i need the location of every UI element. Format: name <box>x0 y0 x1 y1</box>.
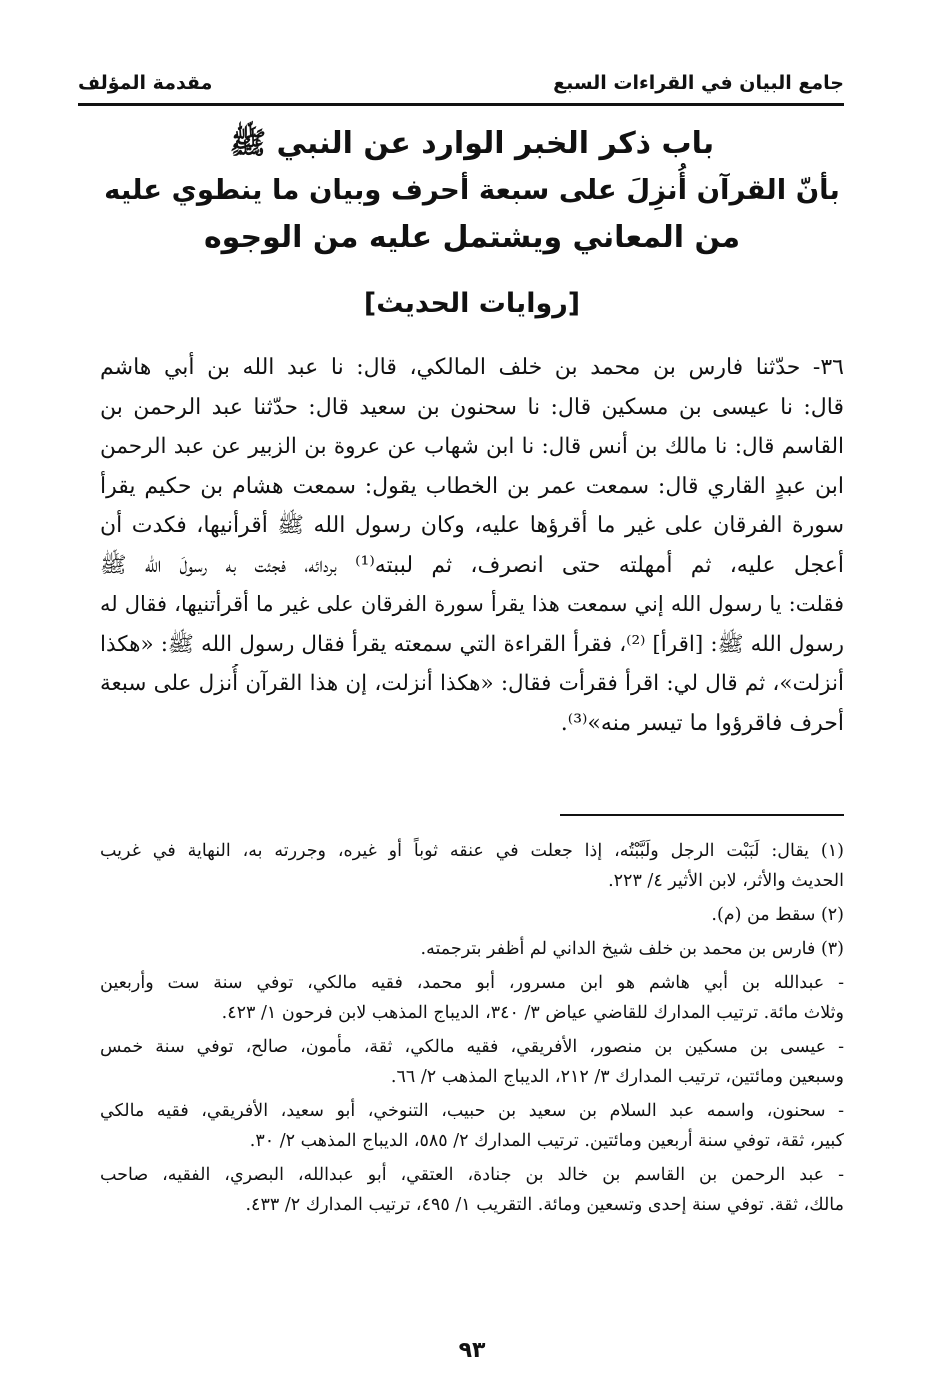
footnote <box>100 1160 844 1220</box>
footnote <box>100 934 844 964</box>
footnote <box>100 1032 844 1092</box>
chapter-title-line-2: بأنّ القرآن أُنزِلَ على سبعة أحرف وبيان ما ينطوي عليه <box>104 174 840 206</box>
footnote-line: مالك، ثقة. توفي سنة إحدى وتسعين ومائة. التقريب ١/ ٤٩٥، ترتيب المدارك ٢/ ٤٣٣. <box>245 1195 844 1215</box>
header-section-title: مقدمة المؤلف <box>78 72 213 94</box>
footnote-line: الحديث والأثر، لابن الأثير ٤/ ٢٢٣. <box>608 871 844 891</box>
footnote <box>100 836 844 896</box>
footnote-line: - عبد الرحمن بن القاسم بن خالد بن جنادة، العتقي، أبو عبدالله، البصري، الفقيه، صاحب <box>100 1165 844 1185</box>
footnotes <box>100 836 844 1220</box>
footnote-line: (١) يقال: لَبَبْت الرجل ولَبَّبْتُه، إذا جعلت في عنقه ثوباً أو غيره، وجررته به، النهاية في غريب <box>100 841 844 861</box>
footnote-line: - سحنون، واسمه عبد السلام بن سعيد بن حبيب، التنوخي، أبو سعيد، الأفريقي، فقيه مالكي <box>100 1101 844 1121</box>
footnote-line: (٣) فارس بن محمد بن خلف شيخ الداني لم أظفر بترجمته. <box>420 939 844 959</box>
footnote <box>100 900 844 930</box>
footnote-separator <box>560 814 844 816</box>
header-rule <box>78 103 844 106</box>
running-header <box>78 68 844 98</box>
footnote-line: وثلاث مائة. ترتيب المدارك للقاضي عياض ٣/ ٣٤٠، الديباج المذهب لابن فرحون ١/ ٤٢٣. <box>221 1003 844 1023</box>
footnote-line: - عبدالله بن أبي هاشم هو ابن مسرور، أبو محمد، فقيه مالكي، توفي سنة ست وأربعين <box>100 973 844 993</box>
body-line: ٣٦- حدّثنا فارس بن محمد بن خلف المالكي، قال: نا عبد الله بن أبي هاشم <box>100 355 844 380</box>
footnote <box>100 1096 844 1156</box>
body-line: القاسم قال: نا مالك بن أنس قال: نا ابن شهاب عن عروة بن الزبير عن عبد الرحمن <box>100 434 844 459</box>
footnote <box>100 968 844 1028</box>
body-line: قال: نا عيسى بن مسكين قال: نا سحنون بن سعيد قال: حدّثنا عبد الرحمن بن <box>100 394 844 420</box>
footnote-line: - عيسى بن مسكين بن منصور، الأفريقي، فقيه مالكي، ثقة، مأمون، صالح، توفي سنة خمس <box>100 1037 844 1057</box>
body-line: ابن عبدٍ القاري قال: سمعت عمر بن الخطاب يقول: سمعت هشام بن حكيم يقرأ <box>100 473 844 499</box>
page-number: ٩٣ <box>458 1338 486 1363</box>
body-line: سورة الفرقان على غير ما أقرؤها عليه، وكان رسول الله ﷺ أقرأنيها، فكدت أن <box>100 513 844 538</box>
footnote-line: وسبعين ومائتين، ترتيب المدارك ٣/ ٢١٢، الديباج المذهب ٢/ ٦٦. <box>390 1067 844 1087</box>
hadith-text <box>100 348 844 743</box>
chapter-title-line-1: باب ذكر الخبر الوارد عن النبي ﷺ <box>229 126 715 161</box>
chapter-title <box>100 120 844 261</box>
chapter-title-line-3: من المعاني ويشتمل عليه من الوجوه <box>203 220 741 255</box>
body-line: أعجل عليه، ثم أمهلته حتى انصرف، ثم لببته⁽¹⁾ بردائه، فجئت به رسولَ الله ﷺ <box>100 552 844 578</box>
body-line: رسول الله ﷺ: [اقرأ] ⁽²⁾، فقرأ القراءة التي سمعته يقرأ فقال رسول الله ﷺ: «هكذا <box>100 631 844 657</box>
footnote-line: كبير، ثقة، توفي سنة أربعين ومائتين. ترتيب المدارك ٢/ ٥٨٥، الديباج المذهب ٢/ ٣٠. <box>249 1131 844 1151</box>
section-heading: [روايات الحديث] <box>363 288 581 319</box>
footnote-line: (٢) سقط من (م). <box>711 905 844 925</box>
header-book-title: جامع البيان في القراءات السبع <box>553 72 844 94</box>
body-line: أحرف فاقرؤوا ما تيسر منه»⁽³⁾. <box>560 710 844 736</box>
body-line: أنزلت»، ثم قال لي: اقرأ فقرأت فقال: «هكذا أنزلت، إن هذا القرآن أُنزل على سبعة <box>100 671 844 696</box>
body-line: فقلت: يا رسول الله إني سمعت هذا يقرأ سورة الفرقان على غير ما أقرأتنيها، فقال له <box>100 592 844 616</box>
